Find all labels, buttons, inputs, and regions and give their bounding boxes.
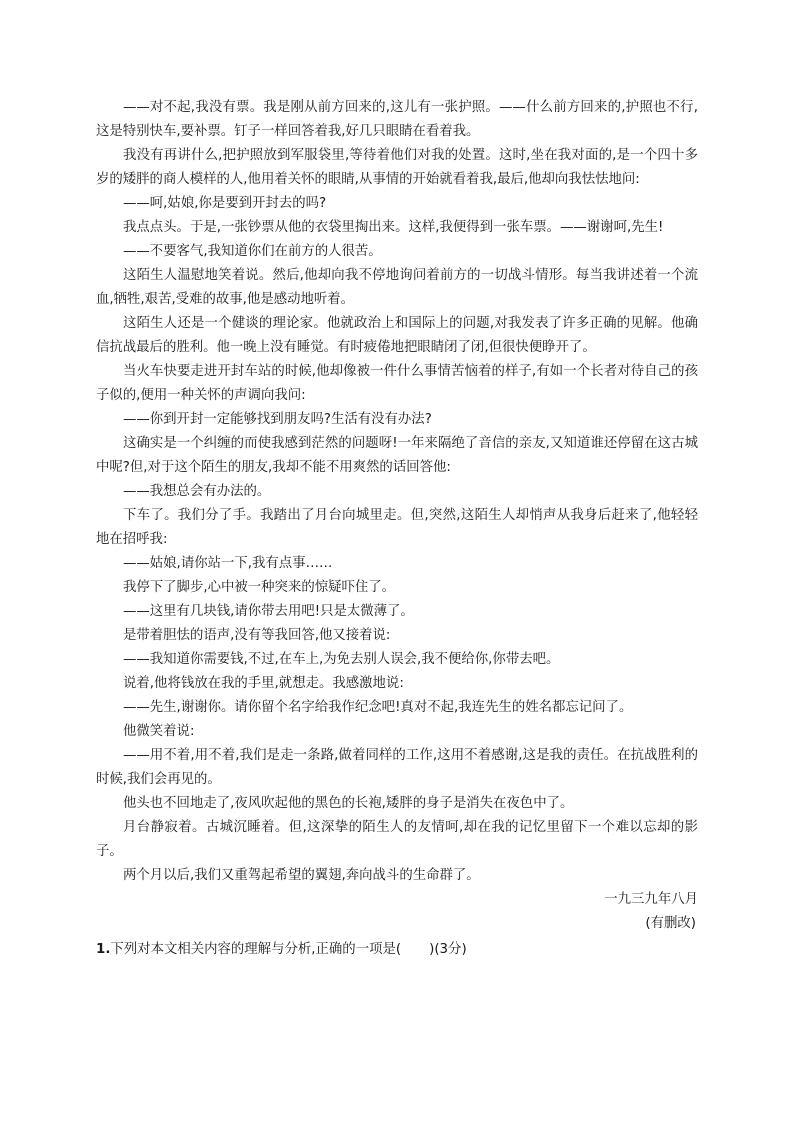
paragraph: ——这里有几块钱,请你带去用吧!只是太微薄了。 xyxy=(123,604,414,619)
article-date: 一九三九年八月 xyxy=(604,892,698,907)
paragraph: 我停下了脚步,心中被一种突来的惊疑吓住了。 xyxy=(123,580,396,595)
question-1 xyxy=(96,938,698,962)
paragraph: ——我想总会有办法的。 xyxy=(123,484,271,499)
paragraph: ——呵,姑娘,你是要到开封去的吗? xyxy=(123,196,327,211)
revision-note: (有删改) xyxy=(645,916,696,931)
paragraph: 我没有再讲什么,把护照放到军服袋里,等待着他们对我的处置。这时,坐在我对面的,是一个四十多岁的矮胖的商人模样的人,他用着关怀的眼睛,从事情的开始就看着我,最后,他却向我怯怯地问: xyxy=(96,148,698,187)
paragraph: 他微笑着说: xyxy=(123,724,195,739)
question-stem: 下列对本文相关内容的理解与分析,正确的一项是( xyxy=(110,942,402,957)
paragraph: ——对不起,我没有票。我是刚从前方回来的,这儿有一张护照。——什么前方回来的,护照也不行,这是特别快车,要补票。钉子一样回答着我,好几只眼睛在看着我。 xyxy=(96,100,698,139)
paragraph: 月台静寂着。古城沉睡着。但,这深挚的陌生人的友情呵,却在我的记忆里留下一个难以忘却的影子。 xyxy=(96,820,698,859)
paragraph: 这确实是一个纠缠的而使我感到茫然的问题呀!一年来隔绝了音信的亲友,又知道谁还停留在这古城中呢?但,对于这个陌生的朋友,我却不能不用爽然的话回答他: xyxy=(96,436,698,475)
paragraph: 下车了。我们分了手。我踏出了月台向城里走。但,突然,这陌生人却悄声从我身后赶来了,他轻轻地在招呼我: xyxy=(96,508,698,547)
paragraph: ——先生,谢谢你。请你留个名字给我作纪念吧!真对不起,我连先生的姓名都忘记问了。 xyxy=(123,700,633,715)
question-number: 1. xyxy=(96,942,111,957)
paragraph: ——不要客气,我知道你们在前方的人很苦。 xyxy=(123,244,382,259)
paragraph: 说着,他将钱放在我的手里,就想走。我感激地说: xyxy=(123,676,404,691)
document-page xyxy=(96,96,698,962)
paragraph: 是带着胆怯的语声,没有等我回答,他又接着说: xyxy=(123,628,391,643)
paragraph: 这陌生人还是一个健谈的理论家。他就政治上和国际上的问题,对我发表了许多正确的见解。他确信抗战最后的胜利。他一晚上没有睡觉。有时疲倦地把眼睛闭了闭,但很快便睁开了。 xyxy=(96,316,698,355)
question-points: )(3分) xyxy=(429,942,467,957)
paragraph: 当火车快要走进开封车站的时候,他却像被一件什么事情苦恼着的样子,有如一个长者对待自己的孩子似的,便用一种关怀的声调向我问: xyxy=(96,364,698,403)
paragraph: ——用不着,用不着,我们是走一条路,做着同样的工作,这用不着感谢,这是我的责任。在抗战胜利的时候,我们会再见的。 xyxy=(96,748,698,787)
paragraph: ——你到开封一定能够找到朋友吗?生活有没有办法? xyxy=(123,412,432,427)
paragraph: 两个月以后,我们又重驾起希望的翼翅,奔向战斗的生命群了。 xyxy=(123,868,480,883)
paragraph: 这陌生人温慰地笑着说。然后,他却向我不停地询问着前方的一切战斗情形。每当我讲述着一个流血,牺牲,艰苦,受难的故事,他是感动地听着。 xyxy=(96,268,698,307)
paragraph: ——姑娘,请你站一下,我有点事…… xyxy=(123,556,333,571)
paragraph: ——我知道你需要钱,不过,在车上,为免去别人误会,我不便给你,你带去吧。 xyxy=(123,652,560,667)
article-body xyxy=(96,96,698,888)
paragraph: 我点点头。于是,一张钞票从他的衣袋里掏出来。这样,我便得到一张车票。——谢谢呵,先生! xyxy=(123,220,664,235)
paragraph: 他头也不回地走了,夜风吹起他的黑色的长袍,矮胖的身子是消失在夜色中了。 xyxy=(123,796,574,811)
